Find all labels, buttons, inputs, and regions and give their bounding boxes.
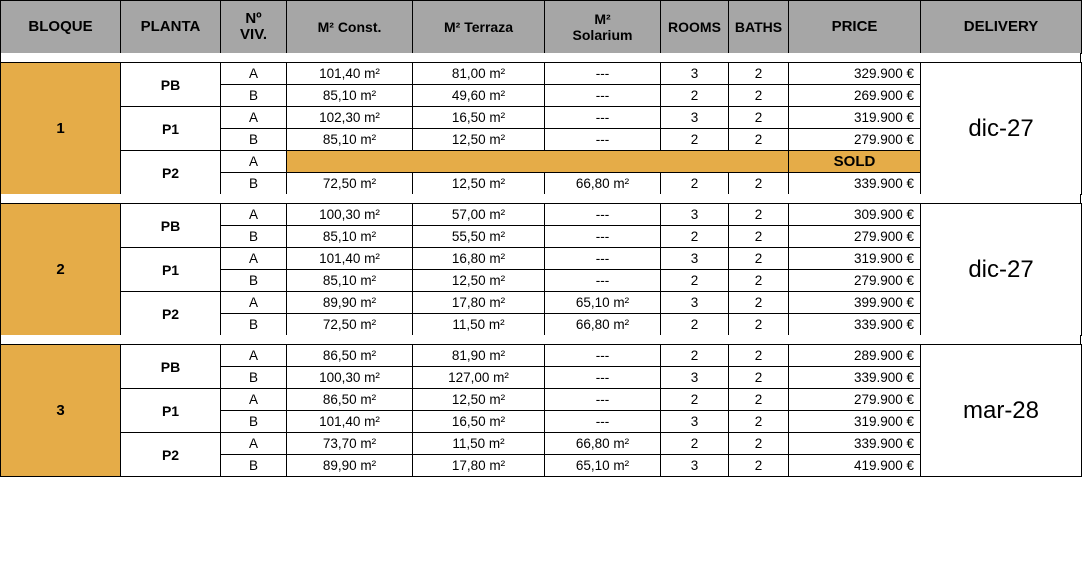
m2-terraza-cell: 11,50 m²	[413, 433, 545, 455]
baths-cell: 2	[729, 63, 789, 85]
m2-terraza-cell: 16,50 m²	[413, 107, 545, 129]
m2-terraza-cell: 12,50 m²	[413, 389, 545, 411]
table-row	[1, 248, 1082, 270]
m2-terraza-cell: 11,50 m²	[413, 314, 545, 336]
price-cell: 279.900 €	[789, 129, 921, 151]
m2-solarium-cell: 66,80 m²	[545, 314, 661, 336]
m2-terraza-cell: 16,80 m²	[413, 248, 545, 270]
m2-solarium-cell: ---	[545, 204, 661, 226]
table-row	[1, 63, 1082, 85]
viv-cell: A	[221, 204, 287, 226]
m2-terraza-cell: 57,00 m²	[413, 204, 545, 226]
rooms-cell: 3	[661, 455, 729, 477]
m2-solarium-cell: ---	[545, 367, 661, 389]
m2-solarium-cell: ---	[545, 411, 661, 433]
planta-cell: P2	[121, 292, 221, 336]
baths-cell: 2	[729, 367, 789, 389]
planta-cell: PB	[121, 204, 221, 248]
m2-terraza-cell: 17,80 m²	[413, 292, 545, 314]
viv-cell: B	[221, 367, 287, 389]
m2-solarium-cell: ---	[545, 129, 661, 151]
viv-cell: B	[221, 411, 287, 433]
m2-terraza-cell: 55,50 m²	[413, 226, 545, 248]
table-row	[1, 389, 1082, 411]
viv-cell: B	[221, 129, 287, 151]
baths-cell: 2	[729, 226, 789, 248]
m2-terraza-cell: 12,50 m²	[413, 270, 545, 292]
price-cell: 309.900 €	[789, 204, 921, 226]
viv-cell: A	[221, 389, 287, 411]
m2-solarium-cell: ---	[545, 345, 661, 367]
header-bloque: BLOQUE	[1, 1, 121, 54]
delivery-cell: dic-27	[921, 204, 1082, 336]
header-rooms: ROOMS	[661, 1, 729, 54]
planta-cell: P1	[121, 389, 221, 433]
table-row	[1, 345, 1082, 367]
viv-cell: A	[221, 248, 287, 270]
baths-cell: 2	[729, 129, 789, 151]
planta-cell: P2	[121, 151, 221, 195]
baths-cell: 2	[729, 314, 789, 336]
rooms-cell: 3	[661, 107, 729, 129]
header-viv	[221, 1, 287, 54]
baths-cell: 2	[729, 204, 789, 226]
m2-const-cell: 100,30 m²	[287, 367, 413, 389]
m2-const-cell: 100,30 m²	[287, 204, 413, 226]
table-row	[1, 292, 1082, 314]
price-cell: 269.900 €	[789, 85, 921, 107]
m2-solarium-cell: 66,80 m²	[545, 433, 661, 455]
header-delivery: DELIVERY	[921, 1, 1082, 54]
block-gap	[0, 335, 1081, 344]
price-cell: 339.900 €	[789, 173, 921, 195]
rooms-cell: 2	[661, 270, 729, 292]
m2-const-cell: 101,40 m²	[287, 63, 413, 85]
baths-cell: 2	[729, 107, 789, 129]
rooms-cell: 2	[661, 85, 729, 107]
block-table	[0, 344, 1082, 477]
price-cell: 289.900 €	[789, 345, 921, 367]
header-price: PRICE	[789, 1, 921, 54]
m2-solarium-cell: ---	[545, 63, 661, 85]
block-gap	[0, 194, 1081, 203]
table-row	[1, 204, 1082, 226]
m2-solarium-cell: 66,80 m²	[545, 173, 661, 195]
rooms-cell: 2	[661, 389, 729, 411]
m2-const-cell: 85,10 m²	[287, 270, 413, 292]
viv-cell: B	[221, 173, 287, 195]
viv-cell: B	[221, 314, 287, 336]
header-baths: BATHS	[729, 1, 789, 54]
planta-cell: P1	[121, 248, 221, 292]
viv-cell: B	[221, 85, 287, 107]
viv-cell: B	[221, 226, 287, 248]
bloque-cell: 3	[1, 345, 121, 477]
m2-const-cell: 89,90 m²	[287, 292, 413, 314]
header-row	[0, 0, 1082, 54]
bloque-cell: 1	[1, 63, 121, 195]
m2-terraza-cell: 12,50 m²	[413, 129, 545, 151]
m2-terraza-cell: 81,00 m²	[413, 63, 545, 85]
m2-const-cell: 101,40 m²	[287, 248, 413, 270]
header-planta: PLANTA	[121, 1, 221, 54]
m2-terraza-cell: 16,50 m²	[413, 411, 545, 433]
price-cell: 399.900 €	[789, 292, 921, 314]
planta-cell: P1	[121, 107, 221, 151]
baths-cell: 2	[729, 248, 789, 270]
price-cell: 319.900 €	[789, 248, 921, 270]
price-cell: 279.900 €	[789, 270, 921, 292]
m2-solarium-cell: 65,10 m²	[545, 455, 661, 477]
table-row	[1, 107, 1082, 129]
baths-cell: 2	[729, 173, 789, 195]
planta-cell: P2	[121, 433, 221, 477]
viv-cell: A	[221, 345, 287, 367]
price-cell: 329.900 €	[789, 63, 921, 85]
m2-const-cell: 86,50 m²	[287, 389, 413, 411]
viv-cell: A	[221, 292, 287, 314]
m2-const-cell: 72,50 m²	[287, 314, 413, 336]
m2-solarium-cell: ---	[545, 270, 661, 292]
m2-terraza-cell: 81,90 m²	[413, 345, 545, 367]
rooms-cell: 2	[661, 129, 729, 151]
price-cell: 419.900 €	[789, 455, 921, 477]
m2-solarium-cell: ---	[545, 248, 661, 270]
m2-terraza-cell: 17,80 m²	[413, 455, 545, 477]
m2-terraza-cell: 127,00 m²	[413, 367, 545, 389]
m2-const-cell: 89,90 m²	[287, 455, 413, 477]
viv-cell: B	[221, 455, 287, 477]
price-cell: 339.900 €	[789, 433, 921, 455]
viv-cell: A	[221, 63, 287, 85]
price-cell: 319.900 €	[789, 107, 921, 129]
baths-cell: 2	[729, 389, 789, 411]
rooms-cell: 2	[661, 433, 729, 455]
rooms-cell: 3	[661, 292, 729, 314]
m2-solarium-cell: 65,10 m²	[545, 292, 661, 314]
rooms-cell: 2	[661, 314, 729, 336]
baths-cell: 2	[729, 292, 789, 314]
block-table	[0, 62, 1082, 195]
sold-label: SOLD	[789, 151, 921, 173]
baths-cell: 2	[729, 345, 789, 367]
price-cell: 279.900 €	[789, 226, 921, 248]
table-row	[1, 433, 1082, 455]
planta-cell: PB	[121, 345, 221, 389]
viv-cell: B	[221, 270, 287, 292]
price-cell: 339.900 €	[789, 367, 921, 389]
m2-const-cell: 102,30 m²	[287, 107, 413, 129]
viv-cell: A	[221, 107, 287, 129]
rooms-cell: 3	[661, 411, 729, 433]
table-row	[1, 151, 1082, 173]
viv-cell: A	[221, 433, 287, 455]
rooms-cell: 3	[661, 248, 729, 270]
delivery-cell: mar-28	[921, 345, 1082, 477]
header-solarium-line2: Solarium	[572, 27, 633, 43]
rooms-cell: 2	[661, 173, 729, 195]
m2-const-cell: 85,10 m²	[287, 226, 413, 248]
header-m2-solarium	[545, 1, 661, 54]
bloque-cell: 2	[1, 204, 121, 336]
rooms-cell: 2	[661, 345, 729, 367]
m2-const-cell: 85,10 m²	[287, 129, 413, 151]
m2-const-cell: 101,40 m²	[287, 411, 413, 433]
rooms-cell: 3	[661, 204, 729, 226]
m2-solarium-cell: ---	[545, 107, 661, 129]
m2-const-cell: 85,10 m²	[287, 85, 413, 107]
m2-const-cell: 73,70 m²	[287, 433, 413, 455]
m2-solarium-cell: ---	[545, 389, 661, 411]
m2-terraza-cell: 12,50 m²	[413, 173, 545, 195]
m2-terraza-cell: 49,60 m²	[413, 85, 545, 107]
viv-cell: A	[221, 151, 287, 173]
price-cell: 279.900 €	[789, 389, 921, 411]
m2-solarium-cell: ---	[545, 226, 661, 248]
baths-cell: 2	[729, 411, 789, 433]
rooms-cell: 2	[661, 226, 729, 248]
price-cell: 339.900 €	[789, 314, 921, 336]
baths-cell: 2	[729, 455, 789, 477]
m2-solarium-cell: ---	[545, 85, 661, 107]
sold-fill-cell	[287, 151, 789, 173]
delivery-cell: dic-27	[921, 63, 1082, 195]
rooms-cell: 3	[661, 63, 729, 85]
baths-cell: 2	[729, 85, 789, 107]
m2-const-cell: 86,50 m²	[287, 345, 413, 367]
block-table	[0, 203, 1082, 336]
header-viv-line1: Nº	[245, 10, 262, 27]
price-cell: 319.900 €	[789, 411, 921, 433]
planta-cell: PB	[121, 63, 221, 107]
rooms-cell: 3	[661, 367, 729, 389]
header-solarium-line1: M²	[594, 11, 611, 27]
block-gap	[0, 53, 1081, 62]
m2-const-cell: 72,50 m²	[287, 173, 413, 195]
header-viv-line2: VIV.	[240, 26, 267, 43]
baths-cell: 2	[729, 270, 789, 292]
header-m2-terraza: M² Terraza	[413, 1, 545, 54]
header-m2-const: M² Const.	[287, 1, 413, 54]
baths-cell: 2	[729, 433, 789, 455]
